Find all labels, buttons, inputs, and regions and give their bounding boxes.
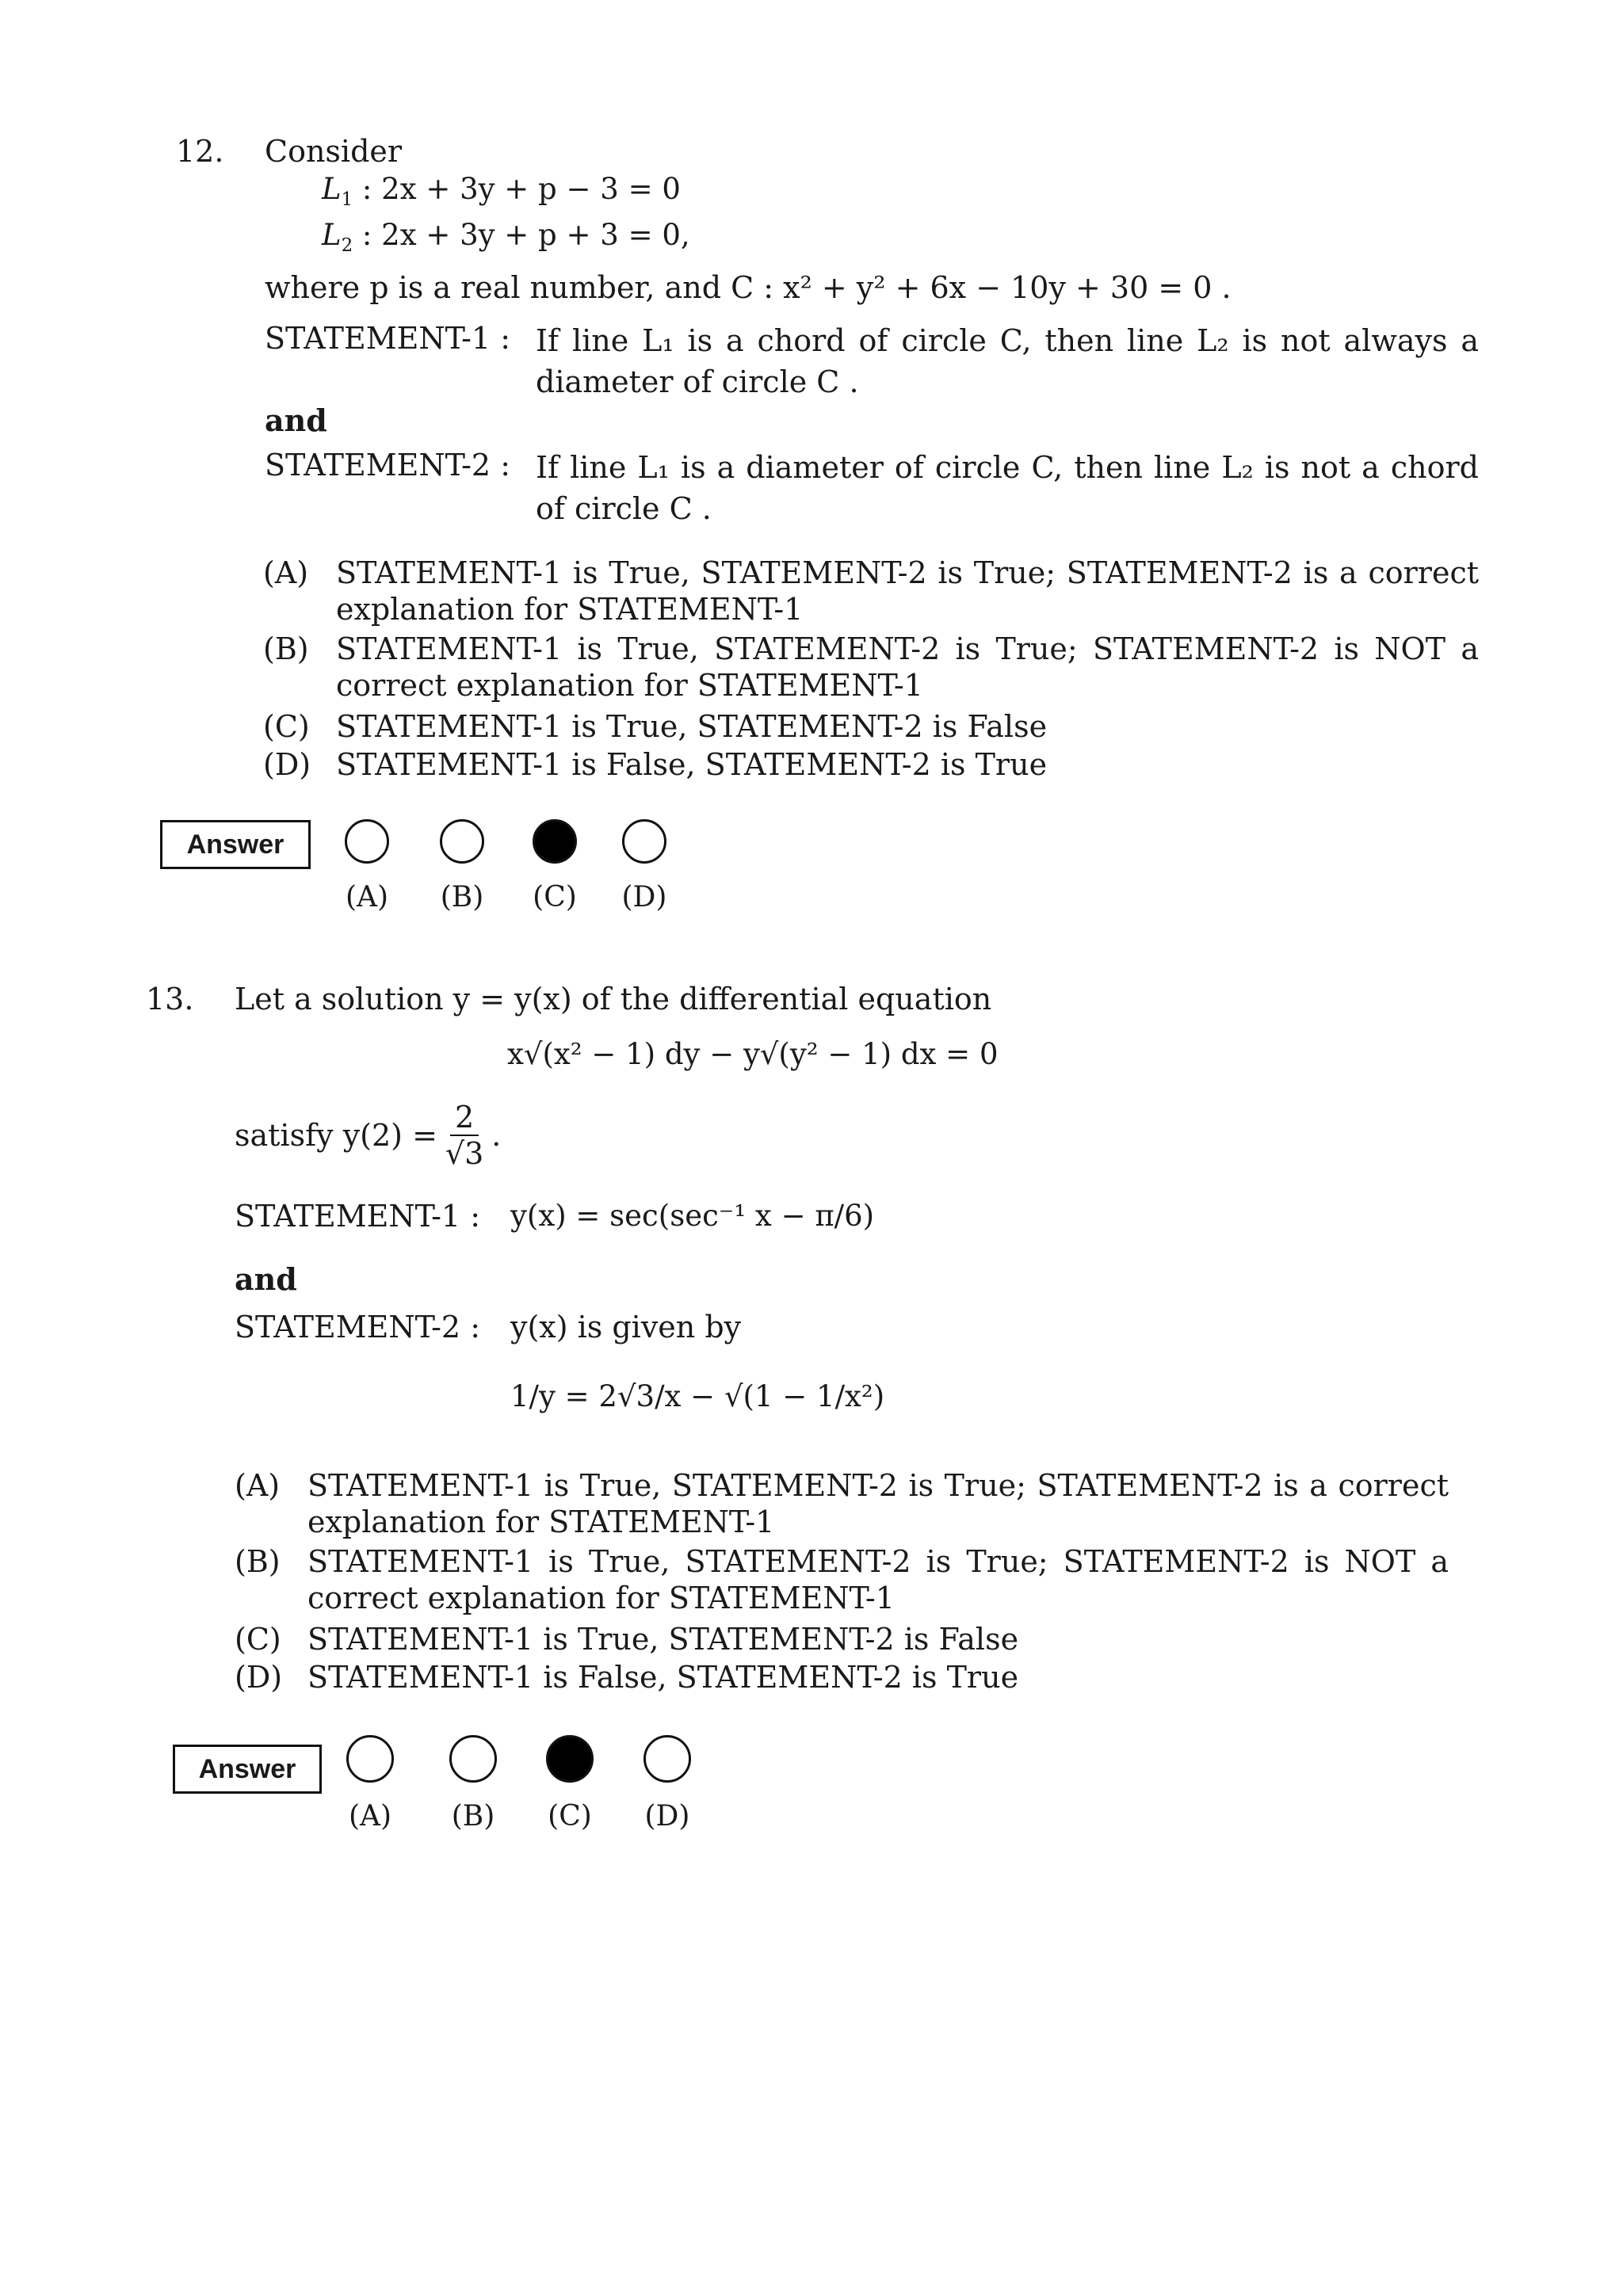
answer-box: Answer bbox=[173, 1745, 322, 1794]
option-label: (C) bbox=[235, 1622, 281, 1657]
option-text: STATEMENT-1 is True, STATEMENT-2 is False bbox=[307, 1622, 1019, 1657]
question-number: 12. bbox=[176, 134, 224, 169]
statement-1-label: STATEMENT-1 : bbox=[265, 321, 510, 356]
bubble-label: (C) bbox=[533, 881, 577, 913]
differential-equation: x√(x² − 1) dy − y√(y² − 1) dx = 0 bbox=[507, 1037, 999, 1071]
answer-box: Answer bbox=[160, 820, 311, 869]
option-text: STATEMENT-1 is False, STATEMENT-2 is True bbox=[336, 747, 1048, 782]
question-intro: Let a solution y = y(x) of the differential equation bbox=[235, 982, 992, 1016]
option-label: (A) bbox=[235, 1468, 281, 1503]
statement-1-label: STATEMENT-1 : bbox=[235, 1199, 480, 1234]
bubble-label: (C) bbox=[548, 1800, 592, 1833]
statement-1-text: If line L₁ is a chord of circle C, then line L₂ is not always a diameter of circle C . bbox=[536, 323, 1479, 399]
answer-bubble-a[interactable] bbox=[346, 1735, 394, 1783]
equation-l1: $L_1$ : 2x + 3y + p − 3 = 0 bbox=[322, 172, 681, 211]
option-label: (D) bbox=[263, 747, 311, 782]
fraction: $\frac{2}{√3}$ bbox=[445, 1100, 484, 1171]
initial-condition: satisfy y(2) = $\frac{2}{√3}$ . bbox=[235, 1100, 502, 1171]
option-text: STATEMENT-1 is True, STATEMENT-2 is True; STATEMENT-2 is a correct explanation for STATEMENT-1 bbox=[336, 555, 1479, 627]
question-intro: Consider bbox=[265, 134, 403, 169]
statement-2-label: STATEMENT-2 : bbox=[235, 1310, 480, 1344]
option-text: STATEMENT-1 is True, STATEMENT-2 is True; STATEMENT-2 is NOT a correct explanation for STATEMENT-1 bbox=[336, 631, 1479, 703]
option-label: (A) bbox=[263, 555, 309, 590]
option-text: STATEMENT-1 is True, STATEMENT-2 is False bbox=[336, 709, 1048, 744]
option-text: STATEMENT-1 is False, STATEMENT-2 is True bbox=[307, 1660, 1019, 1695]
bubble-label: (B) bbox=[451, 1800, 495, 1833]
answer-bubble-b[interactable] bbox=[449, 1735, 497, 1783]
and-connector: and bbox=[235, 1261, 297, 1297]
statement-2-label: STATEMENT-2 : bbox=[265, 448, 510, 482]
statement-2-text: y(x) is given by bbox=[510, 1310, 742, 1344]
option-label: (C) bbox=[263, 709, 310, 744]
question-number: 13. bbox=[146, 982, 194, 1016]
bubble-label: (A) bbox=[348, 1800, 392, 1833]
option-text: STATEMENT-1 is True, STATEMENT-2 is True; STATEMENT-2 is NOT a correct explanation for STATEMENT-1 bbox=[307, 1544, 1449, 1615]
bubble-label: (D) bbox=[621, 881, 667, 913]
statement-2-text: If line L₁ is a diameter of circle C, then line L₂ is not a chord of circle C . bbox=[536, 450, 1479, 526]
answer-bubble-a[interactable] bbox=[345, 819, 389, 864]
answer-bubble-d[interactable] bbox=[643, 1735, 691, 1783]
option-label: (B) bbox=[263, 631, 309, 666]
bubble-label: (B) bbox=[440, 881, 484, 913]
answer-bubble-c[interactable] bbox=[533, 819, 577, 864]
statement-1-equation: y(x) = sec(sec⁻¹ x − π/6) bbox=[510, 1199, 875, 1233]
answer-bubble-d[interactable] bbox=[622, 819, 666, 864]
where-clause: where p is a real number, and C : x² + y² + 6x − 10y + 30 = 0 . bbox=[265, 270, 1232, 305]
equation-l2: $L_2$ : 2x + 3y + p + 3 = 0, bbox=[322, 218, 690, 257]
bubble-label: (D) bbox=[644, 1800, 690, 1833]
option-label: (B) bbox=[235, 1544, 281, 1579]
statement-2-equation: 1/y = 2√3/x − √(1 − 1/x²) bbox=[510, 1379, 885, 1413]
option-text: STATEMENT-1 is True, STATEMENT-2 is True; STATEMENT-2 is a correct explanation for STATEMENT-1 bbox=[307, 1468, 1449, 1539]
answer-bubble-b[interactable] bbox=[440, 819, 484, 864]
and-connector: and bbox=[265, 402, 327, 438]
answer-bubble-c[interactable] bbox=[546, 1735, 594, 1783]
bubble-label: (A) bbox=[345, 881, 389, 913]
option-label: (D) bbox=[235, 1660, 283, 1695]
